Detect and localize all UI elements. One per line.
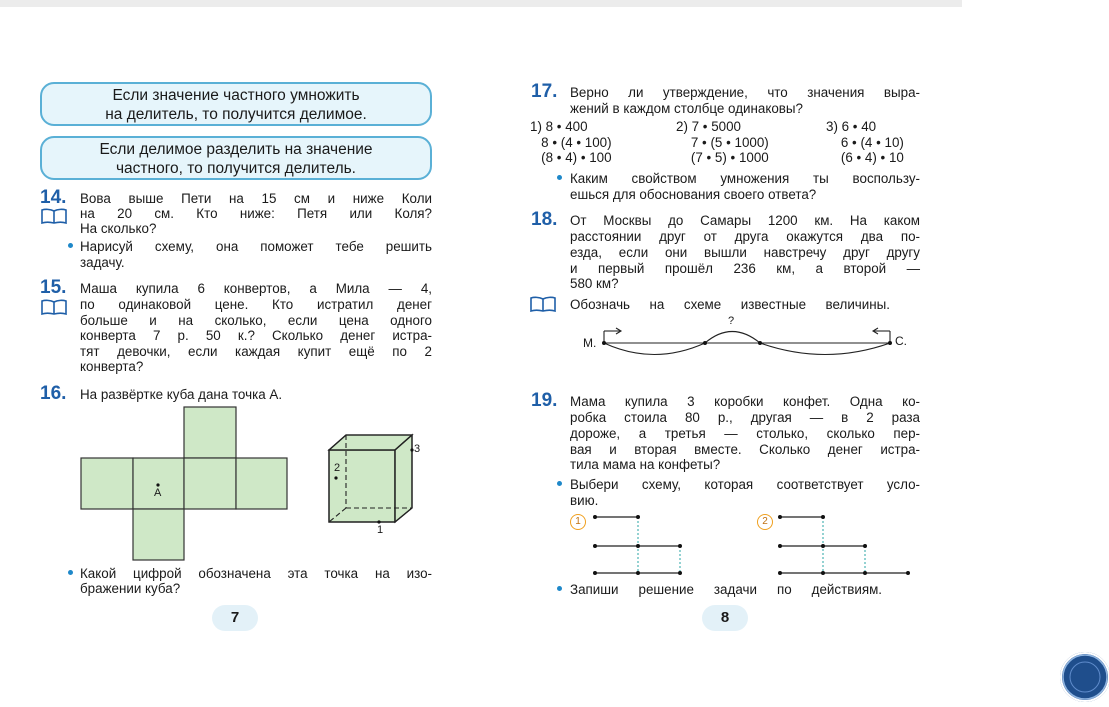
page-number-left: 7 <box>212 605 258 631</box>
logo-emblem <box>1060 652 1109 702</box>
task-19-line-3: дороже, а третья — столько, сколько пер- <box>570 426 920 441</box>
task-16-number: 16. <box>40 383 67 404</box>
task-16-bullet-line-2: бражении куба? <box>80 581 181 596</box>
choice-1-label: 1 <box>575 516 581 527</box>
scheme-label-moscow: М. <box>583 336 597 350</box>
bullet <box>68 570 73 575</box>
cube-label-2: 2 <box>334 462 341 474</box>
book-icon <box>41 208 67 224</box>
bullet <box>557 481 562 486</box>
choice-2-label: 2 <box>762 516 768 527</box>
page-number-right: 8 <box>702 605 748 631</box>
top-bar <box>0 0 962 7</box>
task-18-line-5: 580 км? <box>570 276 619 291</box>
rule-2-line-2: частного, то получится делитель. <box>115 160 356 177</box>
task-19-line-2: робка стоила 80 р., другая — в 2 раза <box>570 410 920 425</box>
rule-2-line-1: Если делимое разделить на значение <box>99 141 373 158</box>
book-icon <box>41 299 67 315</box>
task-15-line-2: по одинаковой цене. Кто истратил денег <box>80 297 432 312</box>
task-17-col-1-row-2: 8 • (4 • 100) <box>530 135 612 150</box>
task-18-number: 18. <box>531 209 558 230</box>
segment-scheme-2 <box>775 510 915 580</box>
cube-diagram <box>326 432 426 532</box>
task-15-line-3: больше и на сколько, если цена одного <box>80 313 432 328</box>
task-14-line-3: На сколько? <box>80 221 157 236</box>
task-17-bullet-line-2: ешься для обоснования своего ответа? <box>570 187 817 202</box>
task-17-col-2-row-3: (7 • 5) • 1000 <box>676 150 769 165</box>
task-17-line-1: Верно ли утверждение, что значения выра- <box>570 85 920 100</box>
bullet <box>68 243 73 248</box>
task-17-col-3-row-2: 6 • (4 • 10) <box>826 135 904 150</box>
bullet <box>557 586 562 591</box>
task-19-number: 19. <box>531 390 558 411</box>
rule-box-2 <box>40 136 432 180</box>
task-17-col-1-row-3: (8 • 4) • 100 <box>530 150 612 165</box>
task-15-line-1: Маша купила 6 конвертов, а Мила — 4, <box>80 281 432 296</box>
task-14-line-2: на 20 см. Кто ниже: Петя или Коля? <box>80 206 432 221</box>
task-17-bullet-line-1: Каким свойством умножения ты воспользу- <box>570 171 920 186</box>
task-15-line-5: тят девочки, если каждая купит ещё по 2 <box>80 344 432 359</box>
segment-scheme-1 <box>590 510 690 580</box>
rule-1-line-2: на делитель, то получится делимое. <box>105 106 367 123</box>
task-17-col-3-row-3: (6 • 4) • 10 <box>826 150 904 165</box>
task-14-bullet-line-2: задачу. <box>80 255 125 270</box>
task-18-book-line: Обозначь на схеме известные величины. <box>570 297 890 312</box>
rule-1-line-1: Если значение частного умножить <box>112 87 360 104</box>
distance-scheme <box>600 318 894 362</box>
cube-net-diagram <box>80 406 290 562</box>
task-17-col-2-row-1: 2) 7 • 5000 <box>676 119 741 134</box>
task-19-line-5: тила мама на конфеты? <box>570 457 721 472</box>
task-14-bullet-line-1: Нарисуй схему, она поможет тебе решить <box>80 239 432 254</box>
task-17-col-3-row-1: 3) 6 • 40 <box>826 119 877 134</box>
task-16-text: На развёртке куба дана точка А. <box>80 387 283 402</box>
task-18-line-1: От Москвы до Самары 1200 км. На каком <box>570 213 920 228</box>
task-19-line-1: Мама купила 3 коробки конфет. Одна ко- <box>570 394 920 409</box>
task-17-col-2-row-2: 7 • (5 • 1000) <box>676 135 769 150</box>
choice-marker-2[interactable] <box>757 514 773 530</box>
task-15-line-6: конверта? <box>80 359 144 374</box>
task-17-col-1-row-1: 1) 8 • 400 <box>530 119 588 134</box>
task-19-bullet-line-2: вию. <box>570 493 599 508</box>
task-19-bullet-line-1: Выбери схему, которая соответствует усло- <box>570 477 920 492</box>
task-17-line-2: жений в каждом столбце одинаковы? <box>570 101 803 116</box>
rule-box-1 <box>40 82 432 126</box>
task-14-line-1: Вова выше Пети на 15 см и ниже Коли <box>80 191 432 206</box>
scheme-label-samara: С. <box>895 334 907 348</box>
logo-icon <box>1060 652 1109 702</box>
task-17-number: 17. <box>531 81 558 102</box>
scheme-question: ? <box>728 315 735 327</box>
bullet <box>557 175 562 180</box>
cube-label-3: 3 <box>414 443 421 455</box>
task-16-bullet-line-1: Какой цифрой обозначена эта точка на изо- <box>80 566 432 581</box>
task-15-line-4: конверта 7 р. 50 к.? Сколько денег истра- <box>80 328 432 343</box>
net-point-label: A <box>154 487 162 499</box>
task-14-number: 14. <box>40 187 67 208</box>
task-15-number: 15. <box>40 277 67 298</box>
book-icon <box>530 296 556 312</box>
task-18-line-3: езда, если они вышли навстречу друг другу <box>570 245 920 260</box>
task-18-line-4: и первый прошёл 236 км, а второй — <box>570 261 920 276</box>
cube-label-1: 1 <box>377 524 384 536</box>
task-18-line-2: расстоянии друг от друга окажутся два по- <box>570 229 920 244</box>
choice-marker-1[interactable] <box>570 514 586 530</box>
task-19-line-4: вая и вторая вместе. Сколько денег истра- <box>570 442 920 457</box>
task-19-bullet2: Запиши решение задачи по действиям. <box>570 582 882 597</box>
